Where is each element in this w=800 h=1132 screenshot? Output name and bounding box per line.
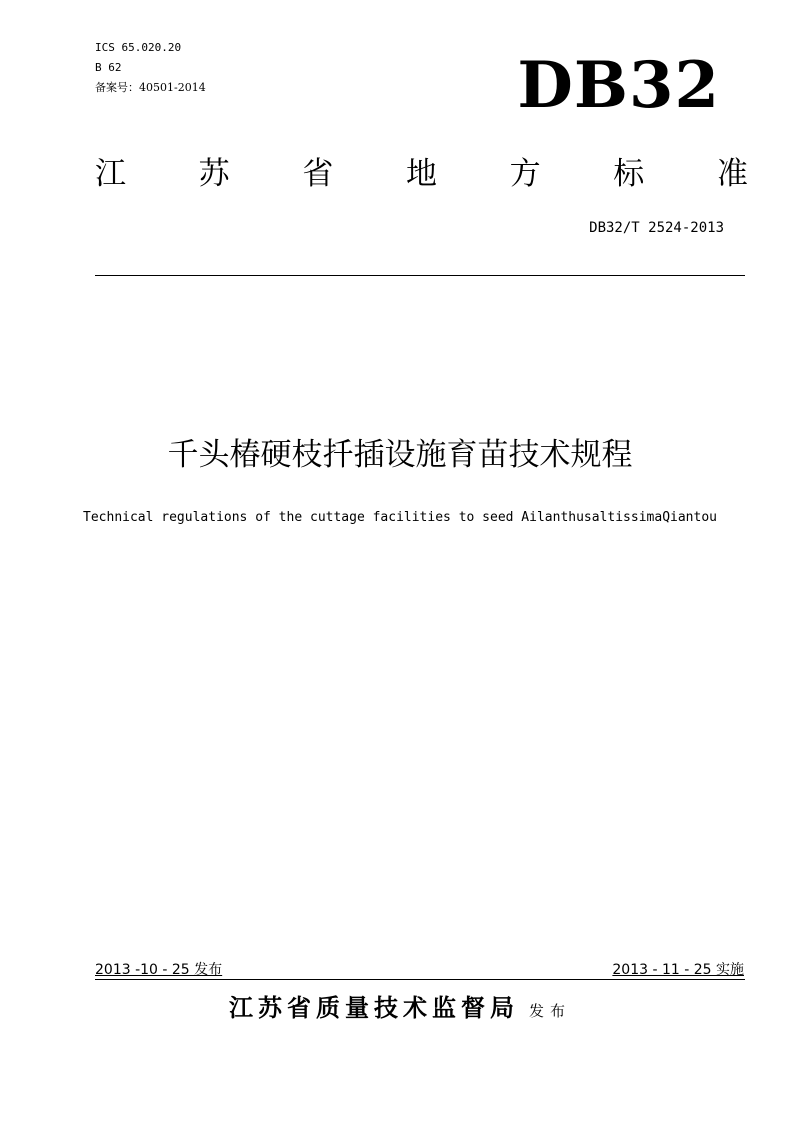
standard-type-char: 省 — [302, 156, 334, 192]
record-number-value: 40501-2014 — [139, 81, 206, 94]
header-divider — [95, 275, 745, 276]
implementation-date: 2013 - 11 - 25 实施 — [612, 962, 744, 978]
standard-type-char: 江 — [95, 156, 126, 192]
standard-type-heading — [95, 152, 748, 196]
document-title-english: Technical regulations of the cuttage facilities to seed AilanthusaltissimaQiantou — [83, 510, 717, 525]
standard-number: DB32/T 2524-2013 — [589, 220, 724, 236]
record-label: 备案号： — [95, 81, 139, 94]
standard-type-char: 方 — [509, 156, 541, 192]
document-title-chinese: 千头椿硬枝扦插设施育苗技术规程 — [167, 437, 633, 473]
issue-date: 2013 -10 - 25 发布 — [95, 962, 223, 978]
issuer-suffix: 发布 — [528, 1002, 571, 1020]
issuer-block — [0, 990, 800, 1029]
standard-type-char: 准 — [716, 156, 748, 192]
standard-type-char: 地 — [405, 156, 437, 192]
ics-code: ICS 65.020.20 — [95, 41, 182, 54]
classification-code: B 62 — [95, 61, 122, 74]
db-code-logo: DB32 — [517, 48, 720, 123]
issuer-name: 江苏省质量技术监督局 — [228, 994, 519, 1022]
record-number — [95, 78, 206, 98]
footer-divider — [95, 979, 745, 980]
standard-type-char: 苏 — [198, 156, 230, 192]
standard-type-char: 标 — [613, 156, 645, 192]
